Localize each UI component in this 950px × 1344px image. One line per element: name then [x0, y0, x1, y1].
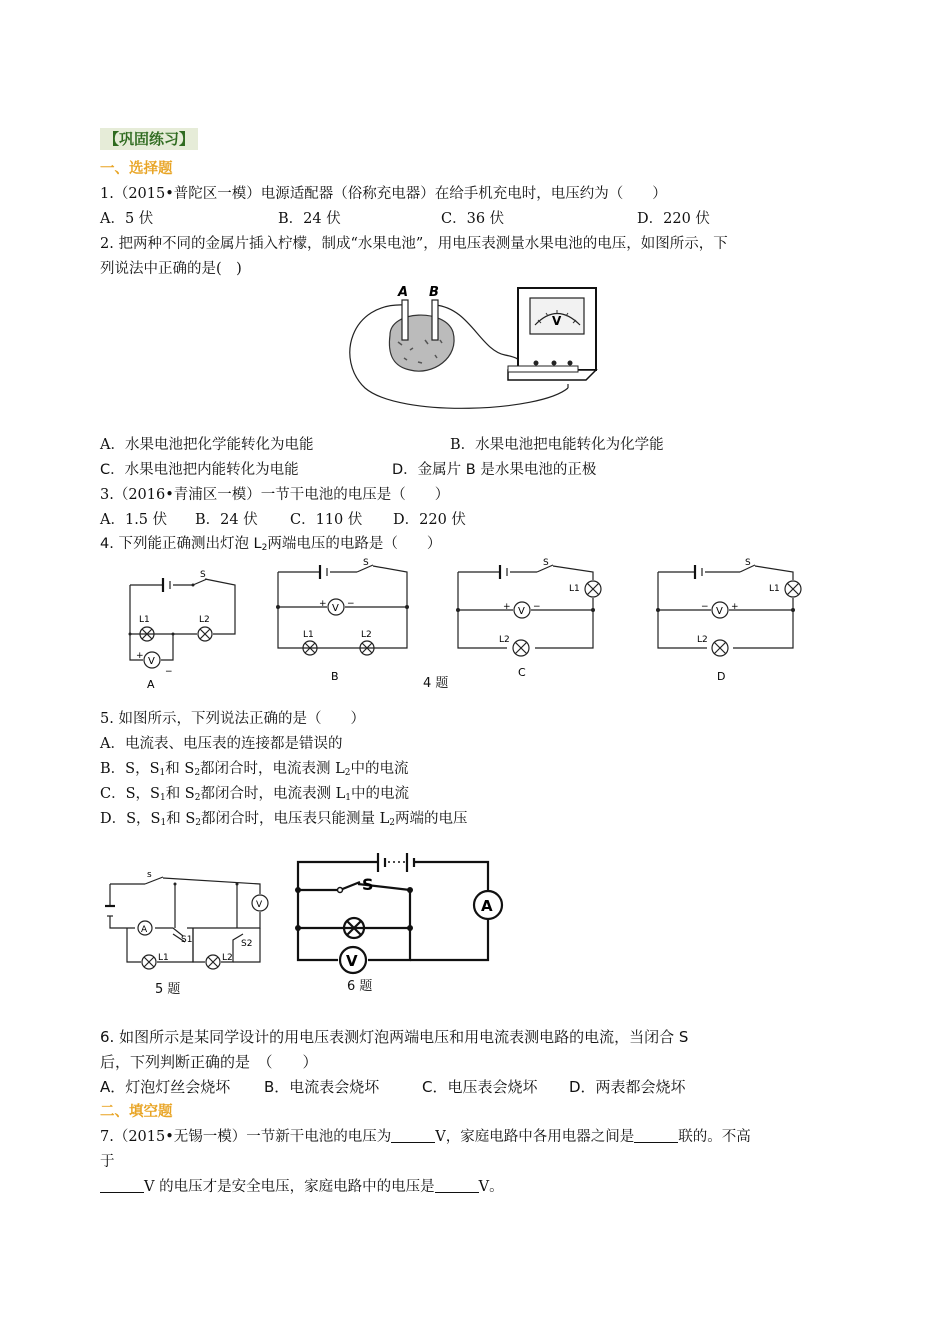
svg-text:−: − [347, 599, 355, 609]
circuit-d [655, 560, 810, 685]
svg-text:−: − [701, 602, 709, 612]
svg-text:L2: L2 [499, 635, 510, 645]
q5-option-d: D．S，$S_1$和 $S_2$都闭合时，电压表只能测量 $L_2$两端的电压 [100, 811, 468, 828]
q3-option-c: C．110 伏 [290, 512, 363, 528]
q5-option-c: C．S，$S_1$和 $S_2$都闭合时，电流表测 $L_1$中的电流 [100, 786, 409, 803]
q5-option-a: A．电流表、电压表的连接都是错误的 [100, 736, 343, 752]
q4-caption: 4 题 [423, 676, 449, 691]
svg-text:V: V [256, 900, 263, 910]
svg-text:V: V [518, 606, 525, 617]
circuit-c-label: C [518, 666, 526, 679]
q7-blank-2[interactable] [634, 1128, 678, 1143]
svg-text:+: + [136, 651, 144, 661]
q3-option-b: B．24 伏 [195, 512, 258, 528]
svg-text:A: A [481, 897, 493, 915]
circuit-a-label: A [147, 678, 155, 691]
svg-text:L2: L2 [361, 630, 372, 640]
q1-option-d: D．220 伏 [637, 211, 710, 227]
q6-option-c: C．电压表会烧坏 [422, 1078, 538, 1096]
svg-text:V: V [716, 606, 723, 617]
q7-line2: 于 [100, 1154, 115, 1170]
q2-stem-line2: 列说法中正确的是( ) [100, 261, 242, 277]
svg-text:S2: S2 [241, 939, 253, 949]
svg-text:L2: L2 [222, 953, 233, 963]
q5-caption: 5 题 [155, 982, 181, 997]
page-title: 【巩固练习】 [100, 128, 198, 150]
q5-option-b: B．S，$S_1$和 $S_2$都闭合时，电流表测 $L_2$中的电流 [100, 761, 409, 778]
q3-stem: 3.（2016•青浦区一模）一节干电池的电压是（ ） [100, 487, 450, 503]
svg-text:V: V [346, 952, 358, 970]
svg-text:L1: L1 [139, 615, 150, 625]
q7-line3: V 的电压才是安全电压，家庭电路中的电压是 V。 [100, 1176, 504, 1198]
svg-text:S: S [362, 875, 374, 894]
fig2-meter-label: V [552, 314, 562, 328]
circuit-b [275, 560, 415, 690]
q2-stem-line1: 2. 把两种不同的金属片插入柠檬，制成“水果电池”，用电压表测量水果电池的电压，如图所示，下 [100, 236, 728, 252]
svg-text:L1: L1 [569, 584, 580, 594]
q6-caption: 6 题 [347, 979, 373, 994]
svg-text:L2: L2 [199, 615, 210, 625]
q7-blank-1[interactable] [391, 1128, 435, 1143]
section-title-choice: 一、选择题 [100, 161, 173, 177]
q3-option-a: A．1.5 伏 [100, 512, 168, 528]
fig2-label-b: B [429, 285, 439, 300]
circuit-fig5 [105, 870, 275, 975]
svg-text:−: − [165, 667, 173, 677]
q2-option-d: D．金属片 B 是水果电池的正极 [392, 462, 597, 478]
svg-text:A: A [141, 925, 148, 935]
circuit-b-label: B [331, 670, 339, 683]
q6-option-a: A．灯泡灯丝会烧坏 [100, 1078, 231, 1096]
q1-option-a: A．5 伏 [100, 211, 154, 227]
q5-stem: 5. 如图所示，下列说法正确的是（ ） [100, 711, 365, 727]
svg-text:s: s [147, 870, 152, 880]
q1-option-b: B．24 伏 [278, 211, 341, 227]
svg-text:L1: L1 [769, 584, 780, 594]
q2-option-b: B．水果电池把电能转化为化学能 [450, 437, 664, 453]
q6-option-d: D．两表都会烧坏 [569, 1078, 686, 1096]
q7-line1: 7.（2015•无锡一模）一节新干电池的电压为 V，家庭电路中各用电器之间是 联的。不高 [100, 1129, 751, 1145]
q7-blank-4[interactable] [435, 1178, 479, 1193]
svg-text:L1: L1 [158, 953, 169, 963]
fruit-battery-figure [340, 280, 610, 420]
q1-stem: 1.（2015•普陀区一模）电源适配器（俗称充电器）在给手机充电时，电压约为（ ） [100, 186, 667, 202]
svg-text:+: + [319, 599, 327, 609]
q7-blank-3[interactable] [100, 1178, 144, 1193]
q1-option-c: C．36 伏 [441, 211, 505, 227]
q6-option-b: B．电流表会烧坏 [264, 1078, 380, 1096]
svg-text:V: V [148, 656, 155, 667]
q6-stem-line2: 后，下列判断正确的是 （ ） [100, 1053, 318, 1071]
svg-text:L2: L2 [697, 635, 708, 645]
svg-text:L1: L1 [303, 630, 314, 640]
circuit-fig6 [290, 850, 510, 975]
q3-option-d: D．220 伏 [393, 512, 466, 528]
circuit-a [125, 570, 245, 690]
q6-stem-line1: 6. 如图所示是某同学设计的用电压表测灯泡两端电压和用电流表测电路的电流，当闭合 S [100, 1028, 689, 1046]
svg-text:S1: S1 [181, 935, 193, 945]
svg-text:+: + [731, 602, 739, 612]
section-title-fill: 二、填空题 [100, 1104, 173, 1120]
svg-text:V: V [332, 603, 339, 614]
q4-stem: 4. 下列能正确测出灯泡 $L_2$两端电压的电路是（ ） [100, 536, 442, 553]
svg-text:S: S [200, 570, 206, 580]
circuit-c [455, 560, 610, 685]
svg-text:−: − [533, 602, 541, 612]
q2-option-a: A．水果电池把化学能转化为电能 [100, 437, 314, 453]
svg-text:S: S [543, 558, 549, 568]
circuit-d-label: D [717, 670, 726, 683]
q2-option-c: C．水果电池把内能转化为电能 [100, 462, 299, 478]
svg-text:S: S [745, 558, 751, 568]
fig2-label-a: A [398, 285, 409, 300]
svg-text:+: + [503, 602, 511, 612]
svg-text:S: S [363, 558, 369, 568]
